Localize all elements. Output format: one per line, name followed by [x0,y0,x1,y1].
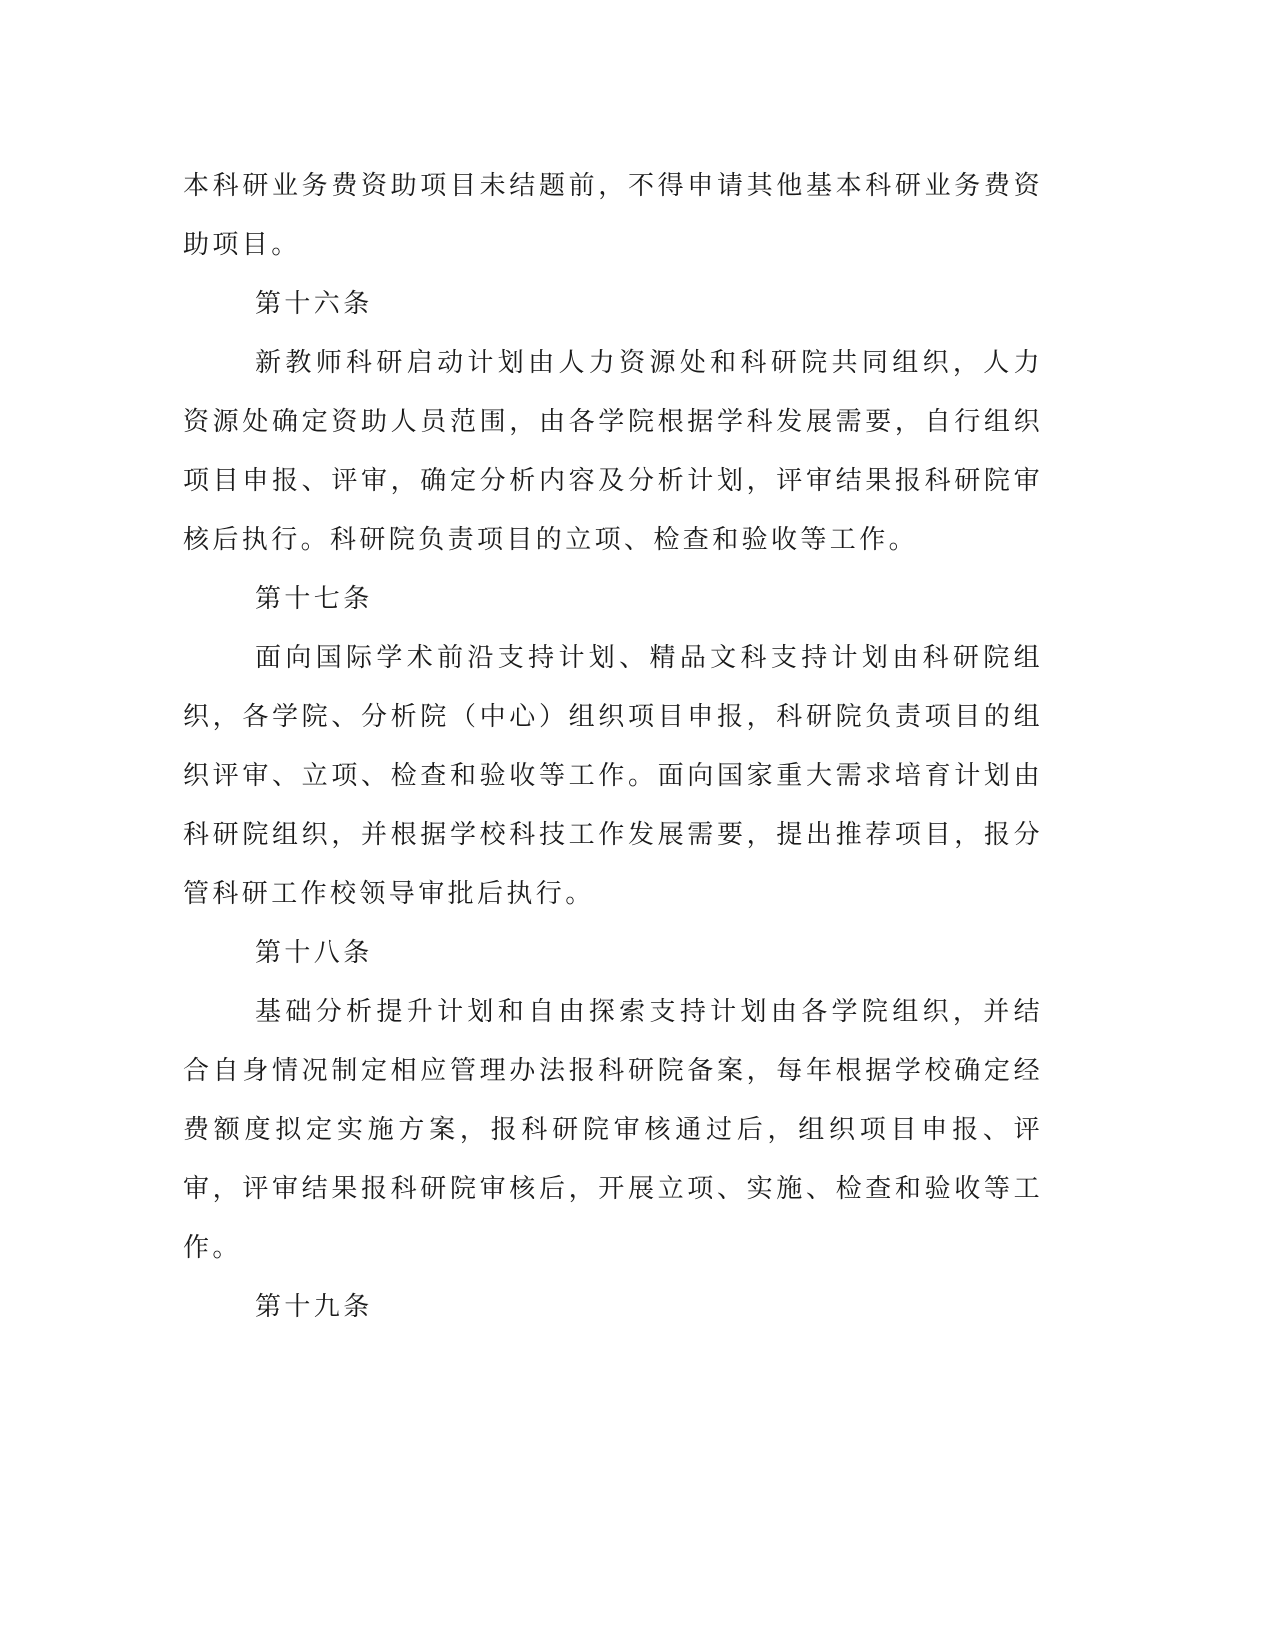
paragraph-continuation: 本科研业务费资助项目未结题前，不得申请其他基本科研业务费资助项目。 [183,171,1043,260]
article-16-paragraph: 新教师科研启动计划由人力资源处和科研院共同组织，人力资源处确定资助人员范围，由各学院根据学科发展需要，自行组织项目申报、评审，确定分析内容及分析计划，评审结果报科研院审核后执行。科研院负责项目的立项、检查和验收等工作。 [183,348,1043,555]
article-heading-16: 第十六条 [255,289,373,319]
article-18-paragraph: 基础分析提升计划和自由探索支持计划由各学院组织，并结合自身情况制定相应管理办法报科研院备案，每年根据学校确定经费额度拟定实施方案，报科研院审核通过后，组织项目申报、评审，评审结果报科研院审核后，开展立项、实施、检查和验收等工作。 [183,997,1043,1263]
document-body [183,157,1043,1337]
article-17-paragraph: 面向国际学术前沿支持计划、精品文科支持计划由科研院组织，各学院、分析院（中心）组织项目申报，科研院负责项目的组织评审、立项、检查和验收等工作。面向国家重大需求培育计划由科研院组织，并根据学校科技工作发展需要，提出推荐项目，报分管科研工作校领导审批后执行。 [183,643,1043,909]
article-heading-18: 第十八条 [255,938,373,968]
article-heading-17: 第十七条 [255,584,373,614]
article-heading-19: 第十九条 [255,1292,373,1322]
